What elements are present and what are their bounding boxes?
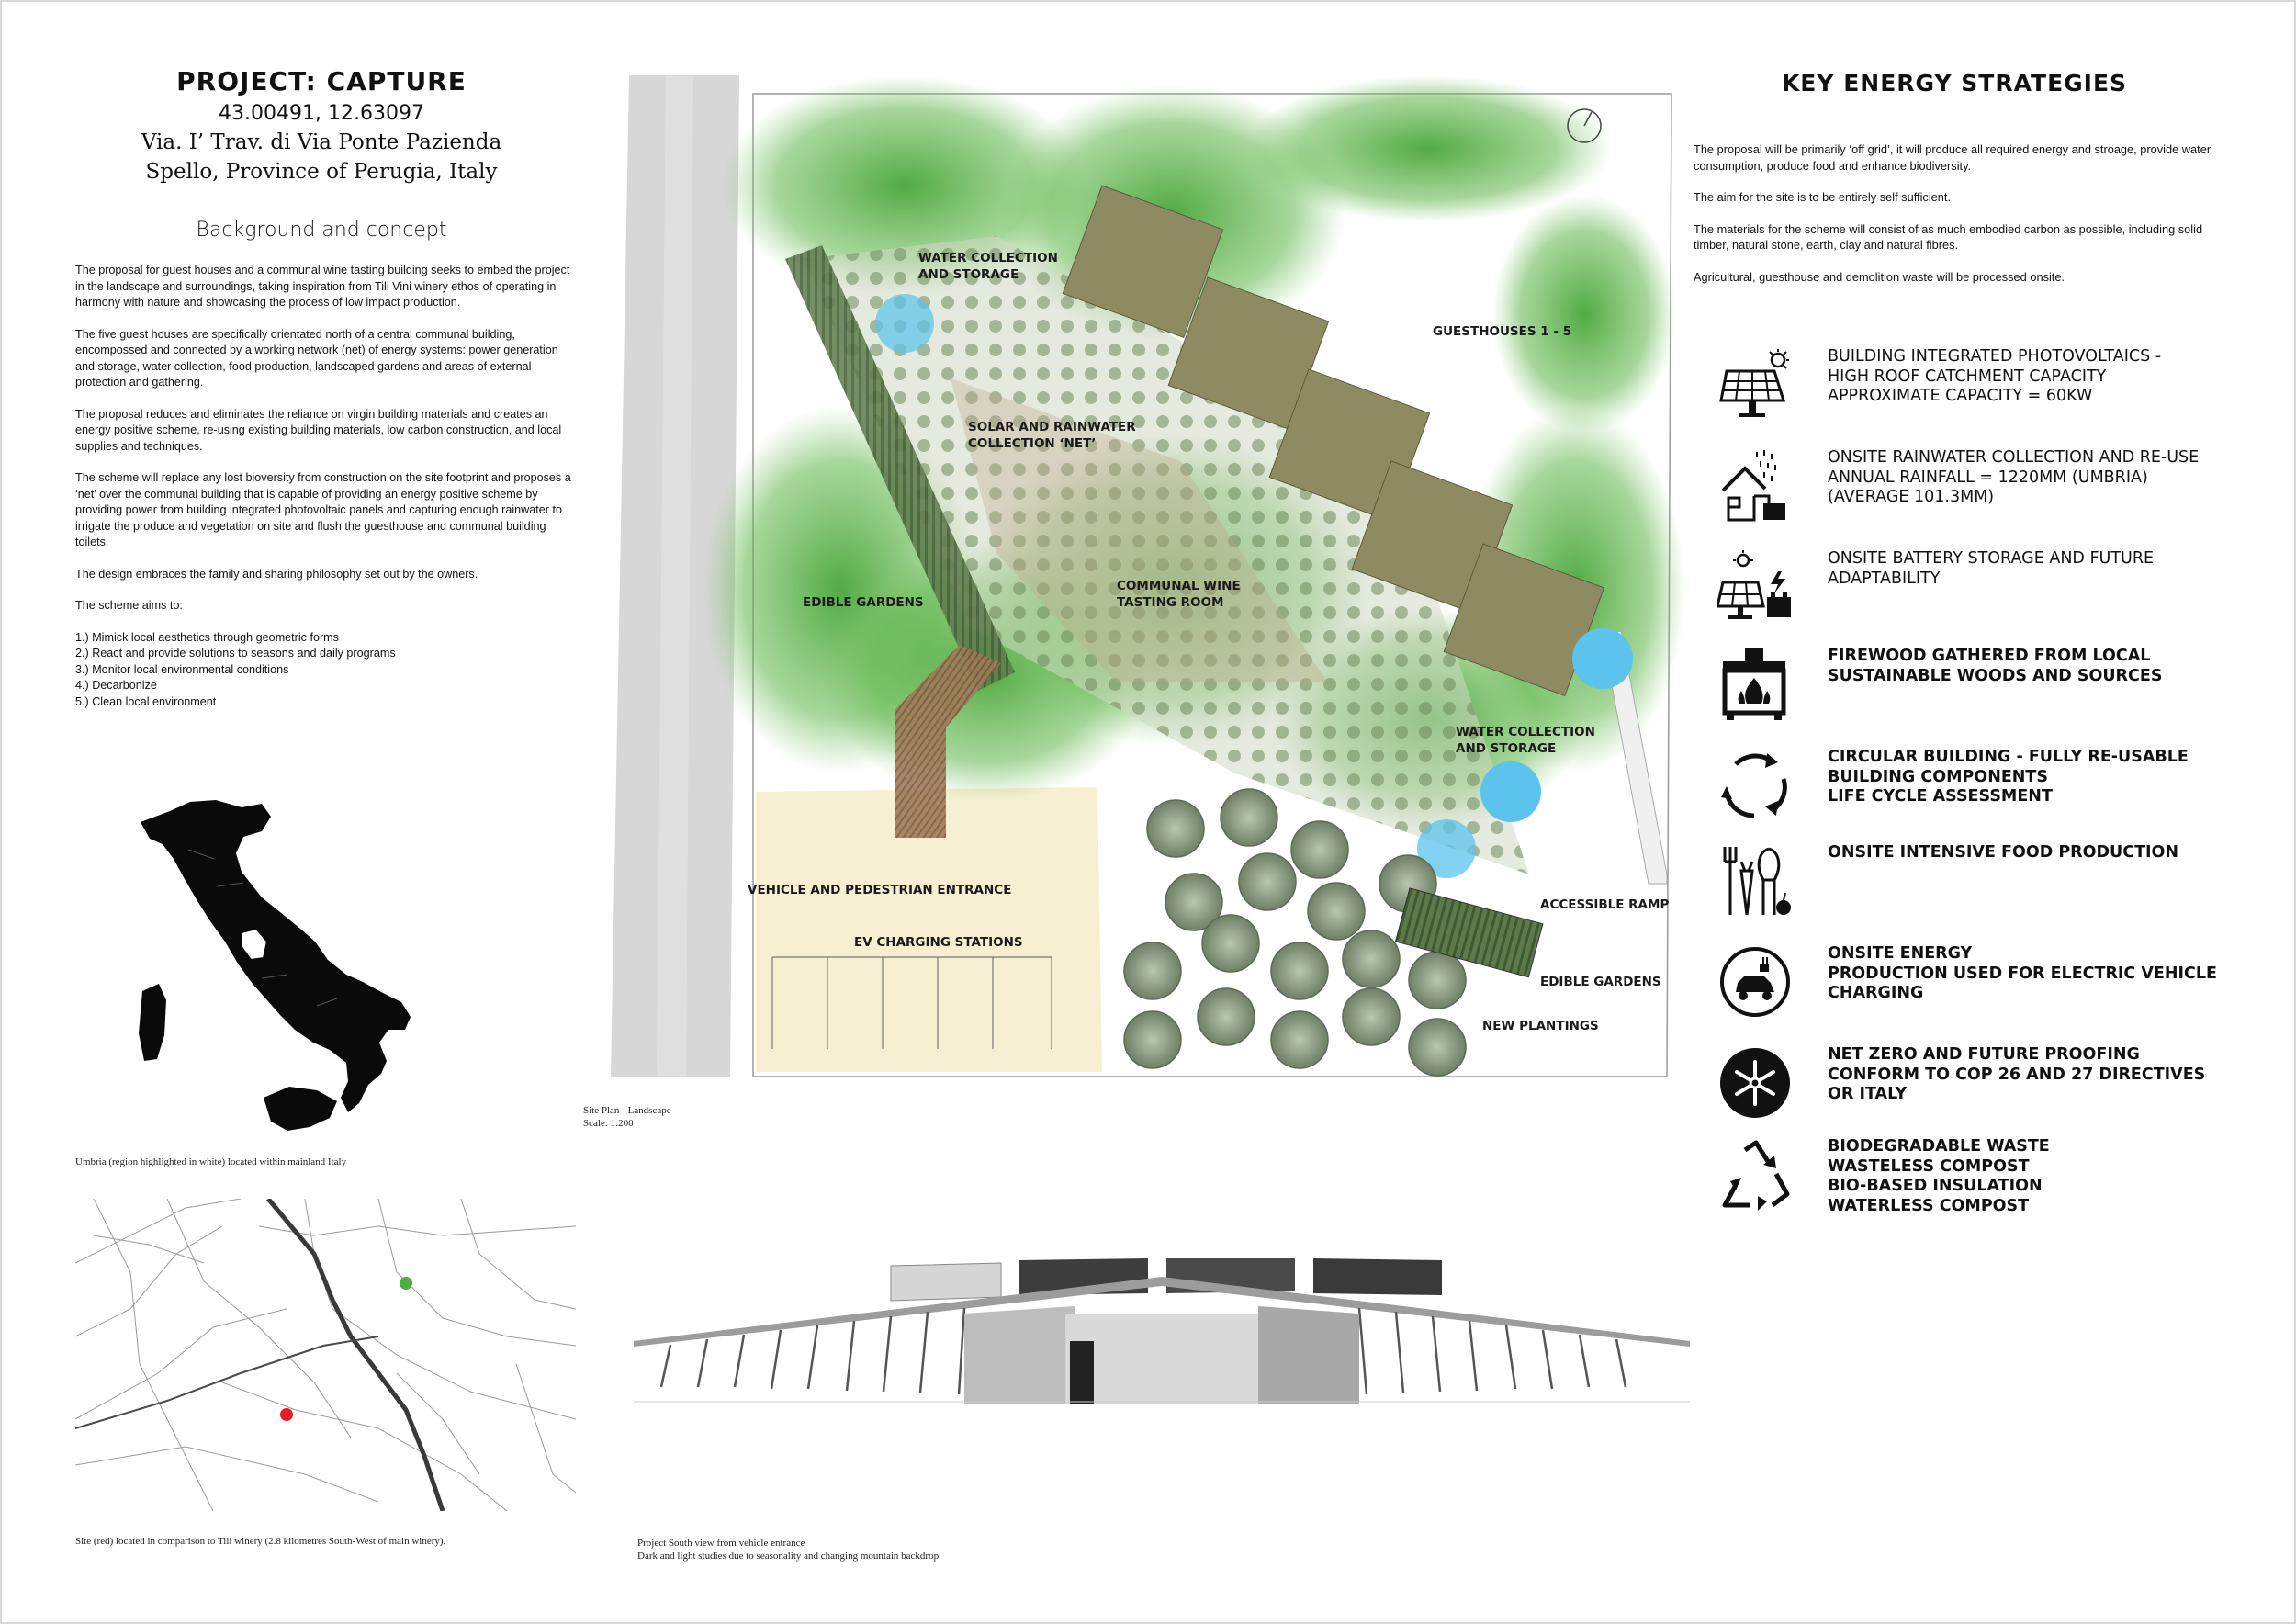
strategy-text	[1828, 1045, 2232, 1105]
strategy-rainwater	[1717, 448, 2232, 531]
label-edible-gardens-1: EDIBLE GARDENS	[803, 595, 924, 610]
strategy-line: WATERLESS COMPOST	[1828, 1196, 2030, 1215]
elevation-caption	[637, 1537, 939, 1562]
elevation-wall-centre	[1065, 1314, 1258, 1404]
key-intro-paragraph: Agricultural, guesthouse and demolition waste will be processed onsite.	[1694, 269, 2065, 284]
label-communal-line1: COMMUNAL WINE	[1117, 579, 1241, 593]
strategy-line: PRODUCTION USED FOR ELECTRIC VEHICLE	[1828, 964, 2217, 983]
strategy-text	[1828, 448, 2232, 508]
strategy-line: NET ZERO AND FUTURE PROOFING	[1828, 1045, 2140, 1064]
strategy-line: ONSITE BATTERY STORAGE AND FUTURE	[1828, 549, 2155, 568]
label-water-collection-2-line1: WATER COLLECTION	[1456, 725, 1595, 739]
label-new-plantings: NEW PLANTINGS	[1482, 1019, 1599, 1033]
key-intro-paragraph: The aim for the site is to be entirely self sufficient.	[1694, 190, 1952, 204]
background-paragraph: The proposal for guest houses and a communal wine tasting building seeks to embed the project in the landscape and surroundings, taking inspiration from Tili Vini winery ethos of operating in harmony with nature and showcasing the process of low impact production.	[75, 264, 570, 309]
italy-mainland	[141, 800, 411, 1112]
strategy-text	[1828, 748, 2232, 807]
label-edible-gardens-2: EDIBLE GARDENS	[1540, 975, 1661, 989]
strategy-line: APPROXIMATE CAPACITY = 60KW	[1828, 387, 2093, 405]
strategy-text	[1828, 647, 2232, 686]
aim-item: 5.) Clean local environment	[75, 694, 217, 708]
aim-item: 4.) Decarbonize	[75, 679, 157, 692]
strategy-text	[1828, 549, 2232, 589]
key-energy-heading: KEY ENERGY STRATEGIES	[1781, 70, 2128, 96]
strategy-line: LIFE CYCLE ASSESSMENT	[1828, 787, 2053, 806]
recycle-icon	[1717, 1137, 1793, 1212]
strategy-line: CHARGING	[1828, 984, 1924, 1002]
aim-item: 1.) Mimick local aesthetics through geometric forms	[75, 630, 339, 644]
strategy-photovoltaics	[1717, 347, 2232, 430]
project-title: PROJECT: CAPTURE	[176, 66, 467, 96]
site-plan-caption-line2: Scale: 1:200	[583, 1118, 634, 1129]
background-paragraph: The scheme will replace any lost bioversity from construction on the site footprint and proposes a ‘net’ over the communal building that is capable of providing an energy positive scheme by providing power from building integrated photovoltaic panels and capturing enough rainwater to irrigate the produce and vegetation on site and flush the guesthouse and communal building toilets.	[75, 471, 571, 548]
label-solar-net	[968, 419, 1136, 452]
battery-storage-icon	[1717, 549, 1793, 625]
project-title-block	[64, 66, 579, 184]
label-communal-line2: TASTING ROOM	[1117, 595, 1224, 610]
project-coordinates: 43.00491, 12.63097	[219, 102, 424, 125]
label-water-collection-2	[1456, 724, 1595, 757]
south-elevation	[634, 1249, 1690, 1405]
strategy-line: CONFORM TO COP 26 AND 27 DIRECTIVES	[1828, 1065, 2206, 1084]
background-paragraph: The design embraces the family and sharing philosophy set out by the owners.	[75, 567, 478, 581]
strategy-line: CIRCULAR BUILDING - FULLY RE-USABLE	[1828, 748, 2189, 766]
solar-panel-icon	[1717, 347, 1793, 423]
strategy-line: BUILDING INTEGRATED PHOTOVOLTAICS -	[1828, 347, 2162, 366]
background-paragraph: The proposal reduces and eliminates the reliance on virgin building materials and creates an energy positive scheme, re-using existing building materials, low carbon construction, and local supplies and techniques.	[75, 407, 562, 453]
site-plan	[602, 75, 1685, 1077]
food-production-icon	[1717, 843, 1793, 919]
project-address-line2: Spello, Province of Perugia, Italy	[145, 160, 498, 184]
elevation-caption-line2: Dark and light studies due to seasonality and changing mountain backdrop	[637, 1551, 940, 1562]
strategy-ev-charging	[1717, 944, 2232, 1027]
elevation-wall-left	[964, 1306, 1075, 1404]
aim-item: 3.) Monitor local environmental conditions	[75, 662, 289, 676]
strategy-line: (AVERAGE 101.3MM)	[1828, 488, 1995, 506]
label-communal	[1117, 578, 1241, 611]
strategy-net-zero	[1717, 1045, 2232, 1128]
strategy-text	[1828, 944, 2232, 1004]
background-paragraph: The scheme aims to:	[75, 599, 183, 612]
key-intro-paragraph: The proposal will be primarily ‘off grid’, it will produce all required energy and stroage, provide water consumption, produce food and enhance biodiversity.	[1694, 142, 2212, 173]
sicily	[264, 1087, 337, 1131]
net-zero-icon	[1717, 1045, 1793, 1121]
label-vehicle-entrance: VEHICLE AND PEDESTRIAN ENTRANCE	[748, 883, 1012, 897]
location-map	[75, 1199, 576, 1511]
elevation-caption-line1: Project South view from vehicle entrance	[637, 1538, 805, 1549]
strategy-line: ONSITE INTENSIVE FOOD PRODUCTION	[1828, 843, 2179, 862]
rainwater-icon	[1717, 448, 1793, 524]
strategy-line: OR ITALY	[1828, 1085, 1908, 1103]
winery-marker	[400, 1277, 412, 1290]
strategy-line: BIO-BASED INSULATION	[1828, 1177, 2043, 1195]
project-address-line1: Via. I’ Trav. di Via Ponte Pazienda	[141, 130, 502, 154]
sardinia	[139, 984, 166, 1061]
italy-map	[133, 795, 464, 1153]
label-guesthouses: GUESTHOUSES 1 - 5	[1433, 324, 1572, 339]
strategy-line: ONSITE RAINWATER COLLECTION AND RE-USE	[1828, 448, 2200, 467]
strategy-line: ONSITE ENERGY	[1828, 944, 1973, 963]
strategy-line: SUSTAINABLE WOODS AND SOURCES	[1828, 666, 2163, 685]
strategy-line: BIODEGRADABLE WASTE	[1828, 1137, 2050, 1156]
aim-item: 2.) React and provide solutions to seasons and daily programs	[75, 647, 396, 660]
label-water-collection-2-line2: AND STORAGE	[1456, 741, 1557, 756]
background-text	[75, 263, 576, 710]
strategy-line: BUILDING COMPONENTS	[1828, 767, 2048, 786]
ev-charging-icon	[1717, 944, 1793, 1020]
site-plan-caption	[583, 1104, 671, 1130]
strategy-line: FIREWOOD GATHERED FROM LOCAL	[1828, 647, 2151, 665]
label-solar-net-line2: COLLECTION ‘NET’	[968, 436, 1097, 451]
strategy-text	[1828, 1137, 2232, 1216]
strategy-line: ADAPTABILITY	[1828, 569, 1941, 588]
label-water-collection-1-line1: WATER COLLECTION	[918, 251, 1058, 265]
strategy-text	[1828, 347, 2232, 407]
site-marker	[280, 1408, 293, 1421]
strategy-line: ANNUAL RAINFALL = 1220MM (UMBRIA)	[1828, 468, 2148, 487]
circular-arrows-icon	[1717, 748, 1793, 823]
label-solar-net-line1: SOLAR AND RAINWATER	[968, 420, 1136, 434]
strategy-food-production	[1717, 843, 2232, 926]
strategy-text	[1828, 843, 2232, 863]
key-intro-paragraph: The materials for the scheme will consist of as much embodied carbon as possible, including solid timber, natural stone, earth, clay and natural fibres.	[1694, 221, 2203, 252]
location-map-caption: Site (red) located in comparison to Tili winery (2.8 kilometres South-West of main winery).	[75, 1536, 446, 1547]
background-heading: Background and concept	[196, 219, 447, 242]
background-paragraph: The five guest houses are specifically orientated north of a central communal building, encompossed and connected by a working network (net) of energy systems: power generation and storage, water collection, food production, landscaped gardens and areas of external protection and gathering.	[75, 327, 558, 389]
elevation-door	[1070, 1341, 1094, 1404]
strategy-biodegradable	[1717, 1137, 2232, 1220]
fireplace-icon	[1717, 647, 1793, 722]
strategy-battery	[1717, 549, 2232, 632]
label-water-collection-1	[918, 250, 1058, 283]
strategy-firewood	[1717, 647, 2232, 729]
italy-map-caption: Umbria (region highlighted in white) located within mainland Italy	[75, 1156, 347, 1167]
strategy-line: WASTELESS COMPOST	[1828, 1156, 2030, 1176]
elevation-wall-right	[1258, 1306, 1359, 1404]
strategy-circular-building	[1717, 748, 2232, 830]
label-water-collection-1-line2: AND STORAGE	[918, 267, 1019, 282]
label-accessible-ramp: ACCESSIBLE RAMP	[1540, 897, 1670, 912]
label-ev-charging: EV CHARGING STATIONS	[854, 935, 1023, 950]
site-plan-caption-line1: Site Plan - Landscape	[583, 1105, 671, 1116]
key-energy-intro	[1694, 141, 2217, 300]
strategy-line: HIGH ROOF CATCHMENT CAPACITY	[1828, 367, 2107, 386]
